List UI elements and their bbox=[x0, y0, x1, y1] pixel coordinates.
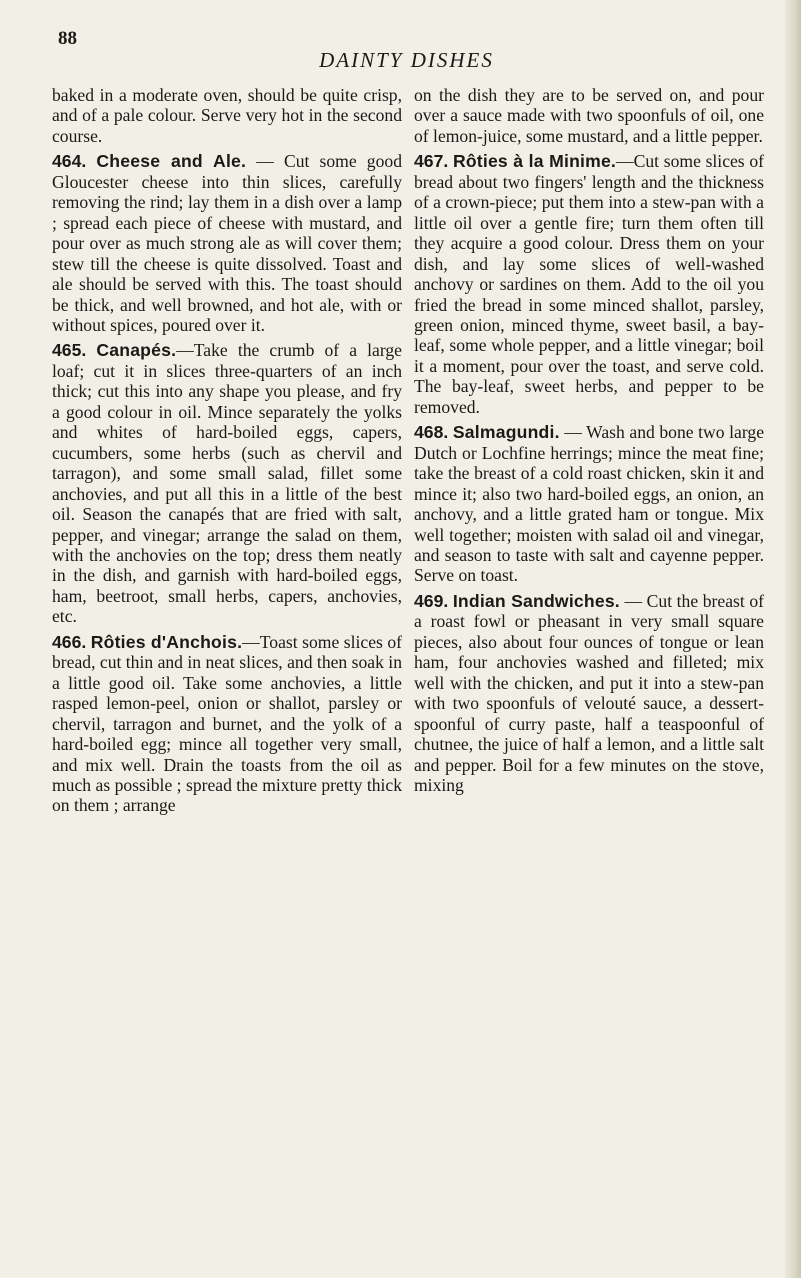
continued-paragraph: on the dish they are to be served on, and pour over a sauce made with two spoonfuls of oil, one of lemon-juice, some mustard, and a little pepper. bbox=[414, 85, 764, 146]
page-number: 88 bbox=[58, 28, 77, 49]
recipe-body: —Take the crumb of a large loaf; cut it in slices three-quarters of an inch thick; cut this into any shape you please, and fry a good colour in oil. Mince separately the yolks and whites of hard-boiled eggs, capers, cucumbers, some herbs (such as chervil and tarragon), and some small salad, fillet some anchovies, and put all this in a little of the best oil. Season the canapés that are fried with salt, pepper, and vinegar; arrange the salad on them, with the anchovies on the top; dress them neatly in the dish, and garnish with hard-boiled eggs, ham, beetroot, small herbs, capers, anchovies, etc. bbox=[52, 340, 402, 627]
recipe-title: Indian Sandwiches. bbox=[452, 590, 620, 611]
recipe-number: 469. bbox=[414, 590, 449, 611]
recipe-465 bbox=[52, 340, 402, 626]
left-column bbox=[52, 85, 402, 816]
recipe-number: 465. bbox=[52, 340, 87, 361]
recipe-469 bbox=[414, 591, 764, 796]
recipe-body: —Toast some slices of bread, cut thin and in neat slices, and then soak in a little good oil. Take some anchovies, a little rasped lemon-peel, onion or shallot, parsley or chervil, tarragon and burnet, and the yolk of a hard-boiled egg; mince all together very small, and mix well. Drain the toasts from the oil as much as possible ; spread the mixture pretty thick on them ; arrange bbox=[52, 631, 403, 816]
page-edge-shadow bbox=[785, 0, 801, 1278]
recipe-466 bbox=[52, 632, 402, 816]
recipe-number: 466. bbox=[52, 631, 87, 652]
recipe-number: 468. bbox=[414, 422, 449, 443]
page-header bbox=[52, 28, 761, 72]
recipe-number: 464. bbox=[52, 151, 87, 172]
recipe-464 bbox=[52, 151, 402, 335]
recipe-title: Rôties à la Minime. bbox=[452, 151, 617, 172]
text-columns bbox=[52, 85, 764, 816]
recipe-body: — Cut the breast of a roast fowl or pheasant in very small square pieces, also about four ounces of tongue or lean ham, four anchovies washed and filleted; mix well with the chicken, and put it into a stew-pan with two spoonfuls of velouté sauce, a dessert-spoonful of curry paste, half a teaspoonful of chutnee, the juice of half a lemon, and a little salt and pepper. Boil for a few minutes on the stove, mixing bbox=[414, 590, 764, 795]
recipe-title: Rôties d'Anchois. bbox=[90, 631, 243, 652]
recipe-body: — Cut some good Gloucester cheese into thin slices, carefully removing the rind; lay them in a dish over a lamp ; spread each piece of cheese with mustard, and pour over as much strong ale as will cover them; stew till the cheese is quite dissolved. Toast and ale should be served with this. The toast should be thick, and well browned, and hot ale, with or without spices, poured over it. bbox=[52, 151, 402, 335]
recipe-467 bbox=[414, 151, 764, 417]
right-column bbox=[414, 85, 764, 816]
recipe-title: Salmagundi. bbox=[452, 422, 560, 443]
recipe-title: Canapés. bbox=[96, 340, 177, 361]
recipe-468 bbox=[414, 422, 764, 586]
recipe-body: — Wash and bone two large Dutch or Lochfine herrings; mince the meat fine; take the breast of a cold roast chicken, skin it and mince it; also two hard-boiled eggs, an onion, an anchovy, and a little grated ham or tongue. Mix well together; moisten with salad oil and vinegar, and season to taste with salt and cayenne pepper. Serve on toast. bbox=[414, 422, 765, 586]
recipe-number: 467. bbox=[414, 151, 449, 172]
recipe-body: —Cut some slices of bread about two fingers' length and the thickness of a crown-piece; put them into a stew-pan with a little oil over a gentle fire; turn them often till they acquire a good colour. Dress them on your dish, and lay some slices of well-washed anchovy or sardines on them. Add to the oil you fried the bread in some minced shallot, parsley, green onion, minced thyme, sweet basil, a bay-leaf, some whole pepper, and a little vinegar; boil it a moment, pour over the toast, and serve cold. The bay-leaf, sweet herbs, and pepper to be removed. bbox=[414, 151, 765, 417]
recipe-title: Cheese and Ale. bbox=[96, 151, 247, 172]
running-title: DAINTY DISHES bbox=[319, 48, 494, 72]
continued-paragraph: baked in a moderate oven, should be quite crisp, and of a pale colour. Serve very hot in the second course. bbox=[52, 85, 402, 146]
